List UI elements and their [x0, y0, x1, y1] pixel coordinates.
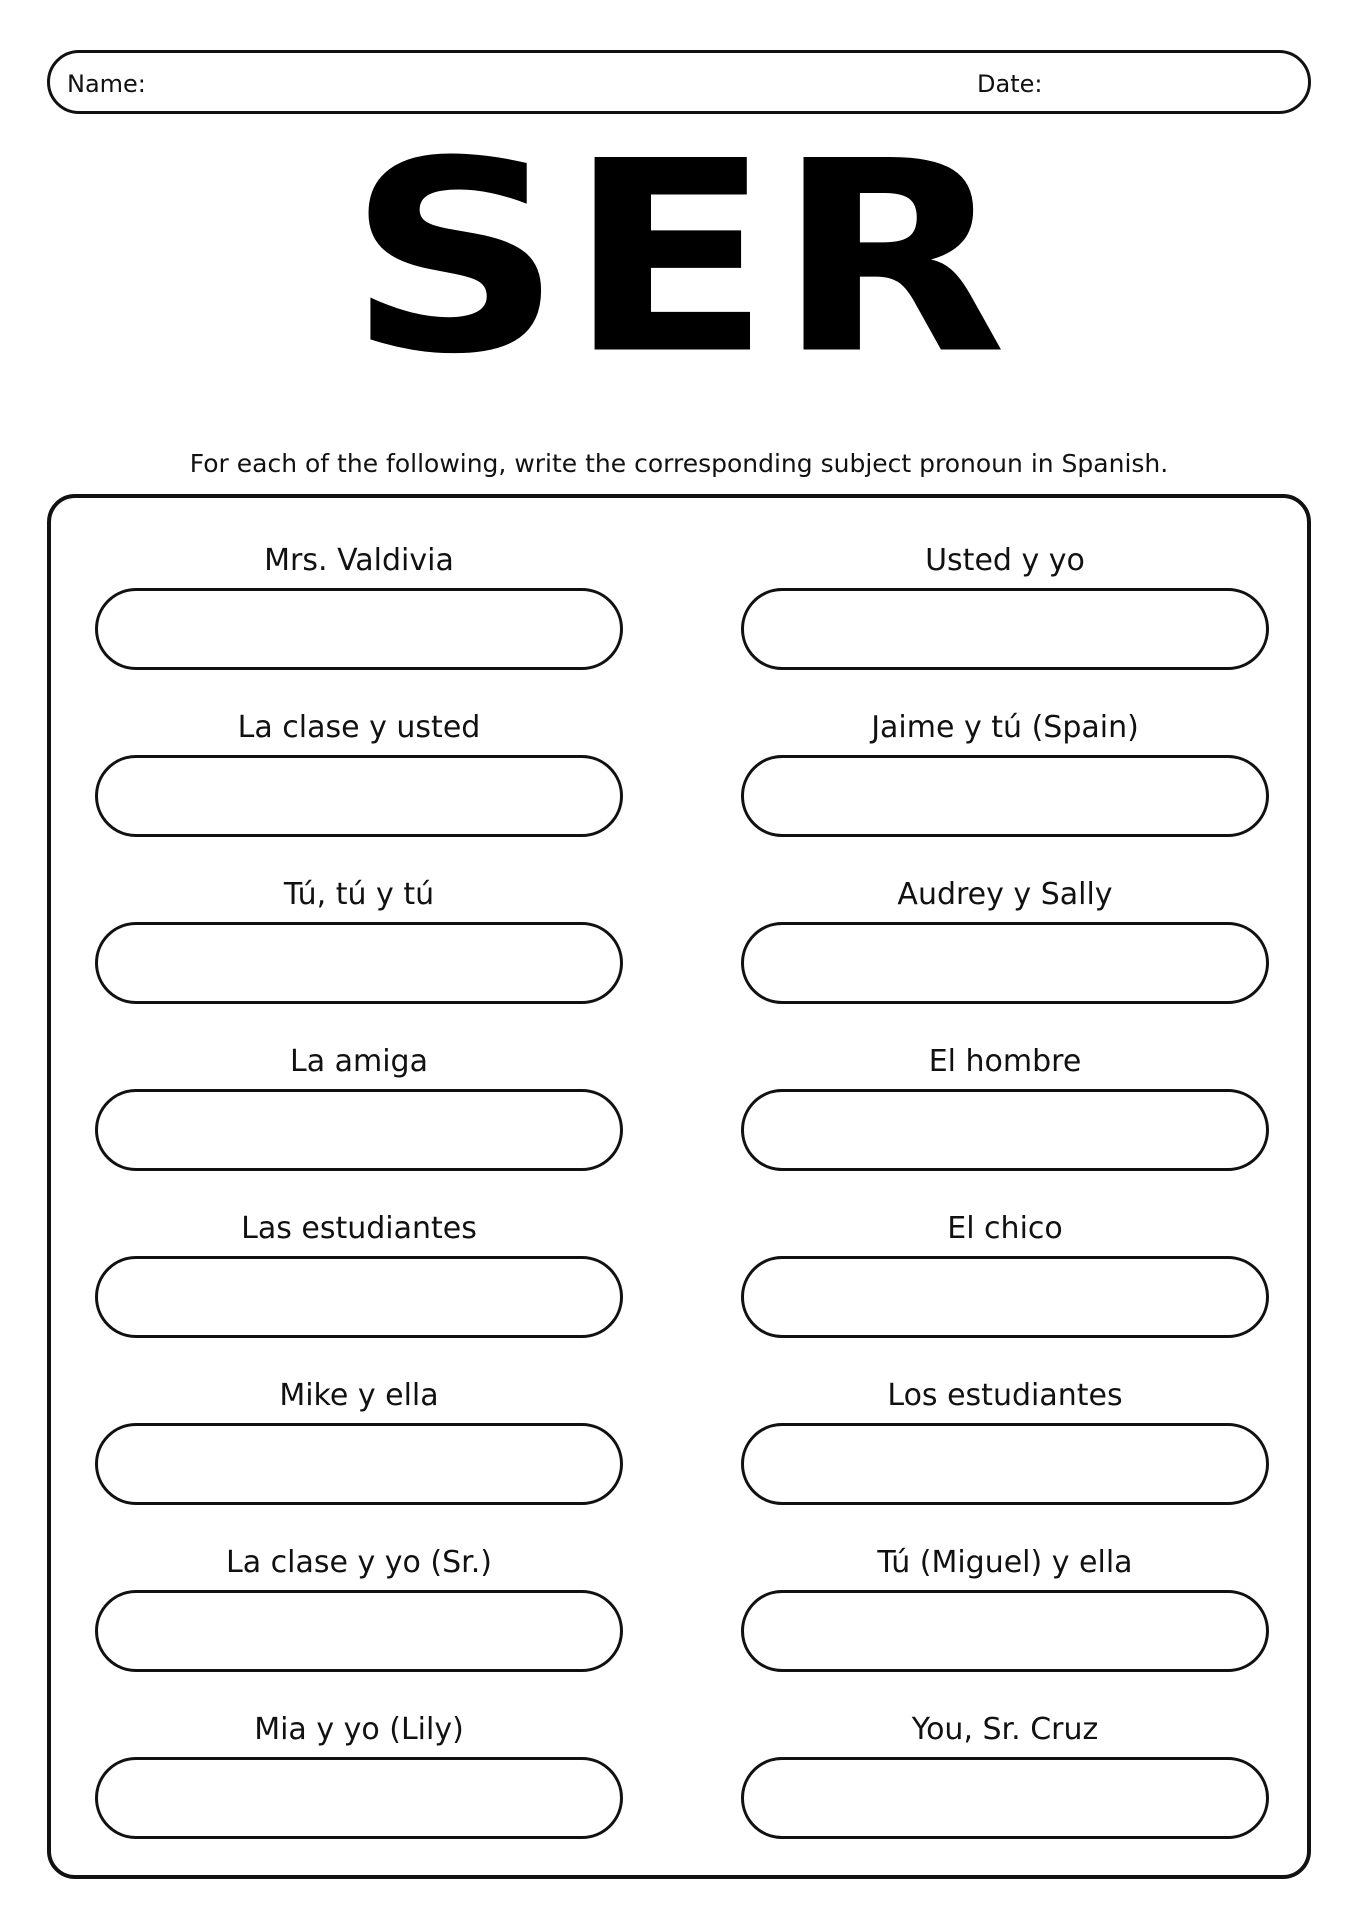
- answer-field[interactable]: [741, 922, 1269, 1004]
- exercise-item: [741, 1544, 1269, 1672]
- item-label: Tú (Miguel) y ella: [877, 1545, 1133, 1580]
- item-label: La clase y usted: [237, 710, 481, 745]
- item-label: El hombre: [928, 1044, 1082, 1079]
- answer-field[interactable]: [741, 755, 1269, 837]
- date-label: Date:: [977, 70, 1043, 98]
- exercise-item: [741, 1377, 1269, 1505]
- item-label: La clase y yo (Sr.): [226, 1545, 492, 1580]
- instructions: For each of the following, write the corresponding subject pronoun in Spanish.: [189, 449, 1169, 478]
- exercise-item: [95, 709, 623, 837]
- answer-field[interactable]: [741, 1256, 1269, 1338]
- answer-field[interactable]: [741, 1757, 1269, 1839]
- item-label: El chico: [947, 1211, 1063, 1246]
- item-label: Mrs. Valdivia: [264, 543, 454, 578]
- exercise-item: [741, 1711, 1269, 1839]
- item-label: You, Sr. Cruz: [911, 1712, 1099, 1747]
- answer-field[interactable]: [741, 588, 1269, 670]
- exercise-item: [95, 1210, 623, 1338]
- item-label: Las estudiantes: [241, 1211, 477, 1246]
- exercise-item: [741, 1043, 1269, 1171]
- answer-field[interactable]: [741, 1089, 1269, 1171]
- answer-field[interactable]: [95, 922, 623, 1004]
- exercise-item: [95, 542, 623, 670]
- item-label: Mia y yo (Lily): [254, 1712, 464, 1747]
- page-title: SER: [346, 104, 1011, 412]
- exercise-item: [95, 1043, 623, 1171]
- exercise-item: [741, 876, 1269, 1004]
- exercise-item: [95, 876, 623, 1004]
- exercise-item: [95, 1544, 623, 1672]
- item-label: Mike y ella: [279, 1378, 439, 1413]
- answer-field[interactable]: [95, 1590, 623, 1672]
- exercise-item: [95, 1377, 623, 1505]
- item-label: Tú, tú y tú: [283, 877, 435, 912]
- exercise-item: [741, 1210, 1269, 1338]
- exercise-item: [741, 709, 1269, 837]
- item-label: Los estudiantes: [887, 1378, 1123, 1413]
- answer-field[interactable]: [95, 1757, 623, 1839]
- name-label: Name:: [67, 70, 146, 98]
- answer-field[interactable]: [95, 1256, 623, 1338]
- exercise-item: [95, 1711, 623, 1839]
- item-label: Jaime y tú (Spain): [871, 710, 1139, 745]
- item-label: La amiga: [289, 1044, 428, 1079]
- answer-field[interactable]: [95, 1089, 623, 1171]
- answer-field[interactable]: [95, 755, 623, 837]
- exercise-item: [741, 542, 1269, 670]
- item-label: Usted y yo: [925, 543, 1085, 578]
- item-label: Audrey y Sally: [897, 877, 1113, 912]
- answer-field[interactable]: [95, 1423, 623, 1505]
- answer-field[interactable]: [741, 1423, 1269, 1505]
- answer-field[interactable]: [95, 588, 623, 670]
- answer-field[interactable]: [741, 1590, 1269, 1672]
